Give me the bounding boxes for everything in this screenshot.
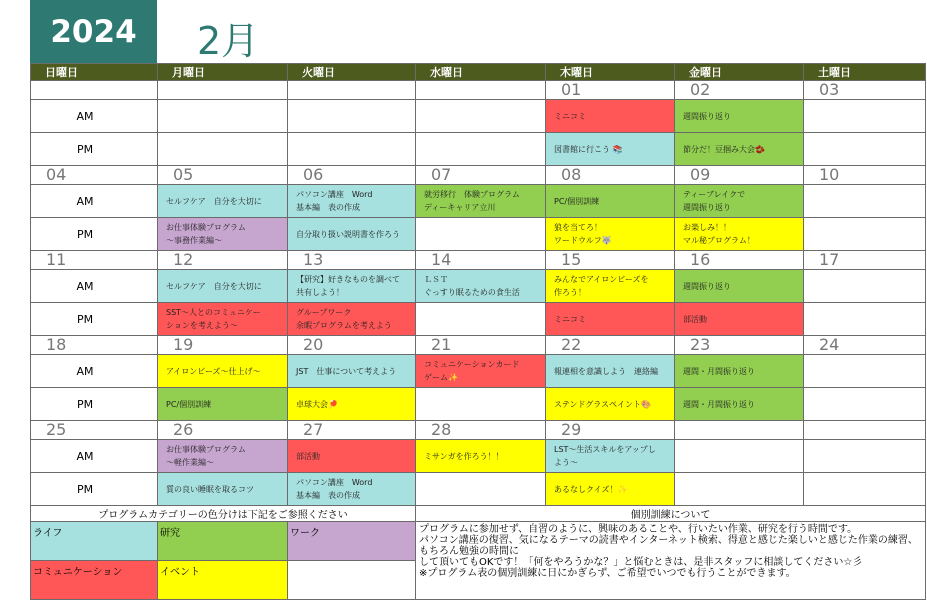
program-cell	[804, 388, 926, 421]
program-cell	[804, 303, 926, 336]
program-cell: ミニコミ	[546, 303, 675, 336]
date-number: 29	[546, 421, 675, 440]
legend-event: イベント	[158, 561, 288, 600]
program-cell: お仕事体験プログラム ～事務作業編～	[158, 218, 288, 251]
date-number: 19	[158, 336, 288, 355]
weekday-header: 火曜日	[288, 64, 416, 81]
program-cell: お仕事体験プログラム ～軽作業編～	[158, 440, 288, 473]
pm-row	[31, 303, 926, 336]
legend-communication: コミュニケーション	[31, 561, 158, 600]
program-cell: 部活動	[675, 303, 804, 336]
date-row	[31, 336, 926, 355]
program-cell: コミュニケーションカード ゲーム✨	[416, 355, 546, 388]
program-cell: JST 仕事について考えよう	[288, 355, 416, 388]
program-cell: ＬＳＴ ぐっすり眠るための食生活	[416, 270, 546, 303]
date-number: 04	[31, 166, 158, 185]
date-number: 28	[416, 421, 546, 440]
year-badge: 2024	[30, 0, 157, 63]
date-number	[416, 81, 546, 100]
pm-row	[31, 133, 926, 166]
program-cell: セルフケア 自分を大切に	[158, 270, 288, 303]
weekday-header: 月曜日	[158, 64, 288, 81]
date-row	[31, 81, 926, 100]
program-cell: SST～人とのコミュニケー ションを考えよう～	[158, 303, 288, 336]
program-cell: ミサンガを作ろう！！	[416, 440, 546, 473]
training-title: 個別訓練について	[416, 506, 926, 522]
program-cell: 就労移行 体験プログラム ディーキャリア立川	[416, 185, 546, 218]
program-cell	[288, 100, 416, 133]
date-number: 01	[546, 81, 675, 100]
program-cell	[416, 100, 546, 133]
program-cell: 狼を当てろ！ ワードウルフ🐺	[546, 218, 675, 251]
date-number: 05	[158, 166, 288, 185]
date-number: 15	[546, 251, 675, 270]
program-cell	[804, 100, 926, 133]
date-number: 14	[416, 251, 546, 270]
program-cell	[804, 440, 926, 473]
am-row	[31, 440, 926, 473]
month-title: 2月	[197, 19, 260, 63]
program-cell	[804, 355, 926, 388]
program-cell: 週間振り返り	[675, 270, 804, 303]
program-cell: パソコン講座 Word 基本編 表の作成	[288, 185, 416, 218]
program-cell: 質の良い睡眠を取るコツ	[158, 473, 288, 506]
program-cell: 週間・月間振り返り	[675, 355, 804, 388]
program-cell	[416, 218, 546, 251]
legend-title: プログラムカテゴリーの色分けは下記をご参照ください	[31, 506, 416, 522]
program-cell: 週間振り返り	[675, 100, 804, 133]
date-number: 24	[804, 336, 926, 355]
date-number: 18	[31, 336, 158, 355]
program-cell: 【研究】好きなものを調べて 共有しよう！	[288, 270, 416, 303]
weekday-header: 金曜日	[675, 64, 804, 81]
program-cell: パソコン講座 Word 基本編 表の作成	[288, 473, 416, 506]
am-row	[31, 355, 926, 388]
program-cell: 報連相を意識しよう 連絡編	[546, 355, 675, 388]
am-label: AM	[31, 440, 158, 473]
date-number: 20	[288, 336, 416, 355]
training-line: ※プログラム表の個別訓練に日にかぎらず、ご希望でいつでも行うことができます。	[419, 568, 796, 579]
program-cell: 図書館に行こう 📚	[546, 133, 675, 166]
date-number: 10	[804, 166, 926, 185]
program-cell: 部活動	[288, 440, 416, 473]
program-cell: みんなでアイロンビーズを 作ろう！	[546, 270, 675, 303]
date-number: 13	[288, 251, 416, 270]
legend-empty	[288, 561, 416, 600]
date-number: 11	[31, 251, 158, 270]
program-cell	[675, 440, 804, 473]
date-row	[31, 251, 926, 270]
date-number: 06	[288, 166, 416, 185]
date-number: 07	[416, 166, 546, 185]
weekday-header: 水曜日	[416, 64, 546, 81]
training-line: パソコン講座の復習、気になるテーマの読書やインターネット検索、得意と感じた楽しいと感じた作業の練習、もちろん勉強の時間に	[419, 535, 918, 557]
legend-study: 研究	[158, 522, 288, 561]
pm-row	[31, 388, 926, 421]
program-cell: グループワーク 余暇プログラムを考えよう	[288, 303, 416, 336]
date-number: 26	[158, 421, 288, 440]
date-row	[31, 421, 926, 440]
program-cell	[804, 185, 926, 218]
program-cell: 卓球大会🏓	[288, 388, 416, 421]
am-row	[31, 270, 926, 303]
date-number: 09	[675, 166, 804, 185]
program-cell: セルフケア 自分を大切に	[158, 185, 288, 218]
date-number: 12	[158, 251, 288, 270]
training-note	[416, 522, 926, 600]
program-cell	[416, 388, 546, 421]
program-cell: お楽しみ！！ マル秘プログラム！	[675, 218, 804, 251]
program-cell: PC/個別訓練	[546, 185, 675, 218]
program-cell	[416, 303, 546, 336]
am-label: AM	[31, 355, 158, 388]
weekday-header: 木曜日	[546, 64, 675, 81]
date-number	[158, 81, 288, 100]
program-cell	[804, 270, 926, 303]
legend-area	[30, 505, 925, 600]
program-cell	[416, 473, 546, 506]
program-cell	[288, 133, 416, 166]
pm-row	[31, 218, 926, 251]
date-number	[804, 421, 926, 440]
program-cell: ミニコミ	[546, 100, 675, 133]
legend-work: ワーク	[288, 522, 416, 561]
program-cell: アイロンビーズ～仕上げ～	[158, 355, 288, 388]
program-cell	[804, 218, 926, 251]
date-number: 21	[416, 336, 546, 355]
program-cell	[416, 133, 546, 166]
program-cell: 節分だ！豆掴み大会🫘	[675, 133, 804, 166]
pm-label: PM	[31, 473, 158, 506]
date-number: 22	[546, 336, 675, 355]
am-label: AM	[31, 270, 158, 303]
am-row	[31, 100, 926, 133]
program-cell: ティーブレイクで 週間振り返り	[675, 185, 804, 218]
date-number: 16	[675, 251, 804, 270]
pm-label: PM	[31, 133, 158, 166]
date-number	[675, 421, 804, 440]
weekday-header: 日曜日	[31, 64, 158, 81]
date-number: 23	[675, 336, 804, 355]
am-row	[31, 185, 926, 218]
training-line: して頂いてもOKです！「何をやろうかな？」と悩むときは、是非スタッフに相談してください☆彡	[419, 557, 863, 568]
program-cell: 週間・月間振り返り	[675, 388, 804, 421]
am-label: AM	[31, 185, 158, 218]
weekday-header-row	[31, 64, 926, 81]
program-cell	[158, 100, 288, 133]
date-number	[31, 81, 158, 100]
date-number: 25	[31, 421, 158, 440]
program-cell: ステンドグラスペイント🎨	[546, 388, 675, 421]
program-cell	[675, 473, 804, 506]
program-cell	[158, 133, 288, 166]
program-cell: LST～生活スキルをアップし よう～	[546, 440, 675, 473]
program-cell: PC/個別訓練	[158, 388, 288, 421]
date-number: 17	[804, 251, 926, 270]
date-number: 08	[546, 166, 675, 185]
pm-label: PM	[31, 388, 158, 421]
program-cell	[804, 473, 926, 506]
date-number: 02	[675, 81, 804, 100]
program-cell: あるなしクイズ！✨	[546, 473, 675, 506]
date-number	[288, 81, 416, 100]
date-number: 03	[804, 81, 926, 100]
pm-label: PM	[31, 303, 158, 336]
am-label: AM	[31, 100, 158, 133]
pm-row	[31, 473, 926, 506]
date-number: 27	[288, 421, 416, 440]
calendar-table	[30, 63, 926, 506]
weekday-header: 土曜日	[804, 64, 926, 81]
program-cell	[804, 133, 926, 166]
training-line: プログラムに参加せず、自習のように、興味のあることや、行いたい作業、研究を行う時間です。	[419, 524, 858, 535]
program-cell: 自分取り扱い説明書を作ろう	[288, 218, 416, 251]
pm-label: PM	[31, 218, 158, 251]
date-row	[31, 166, 926, 185]
legend-life: ライフ	[31, 522, 158, 561]
